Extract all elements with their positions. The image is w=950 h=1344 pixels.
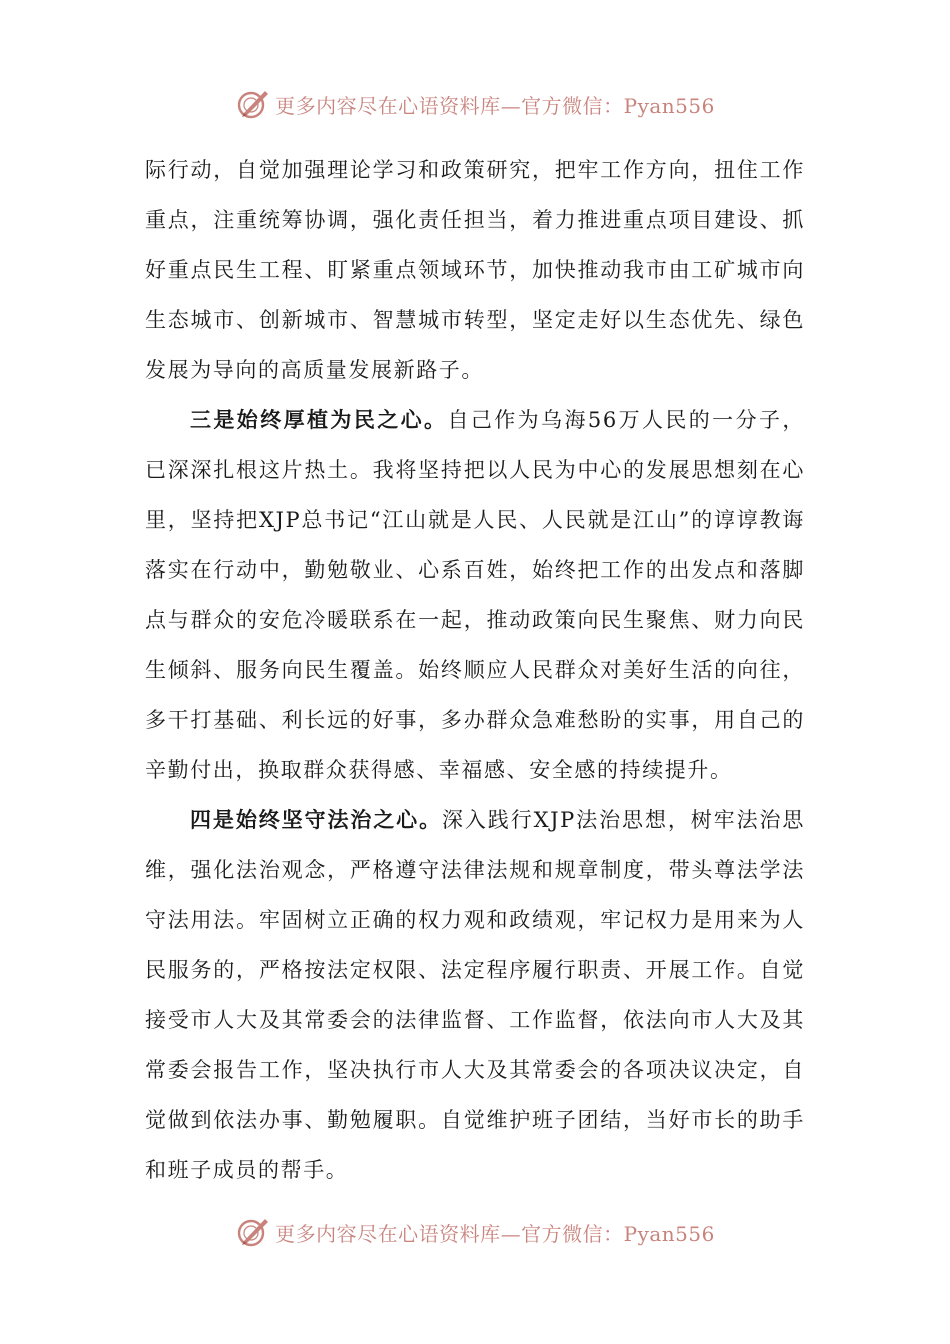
watermark-text: 更多内容尽在心语资料库—官方微信：Pyan556 xyxy=(275,1221,715,1246)
document-body xyxy=(145,145,805,1195)
paragraph-lead: 三是始终厚植为民之心。 xyxy=(190,407,448,432)
paragraph-3 xyxy=(145,795,805,1195)
pen-circle-icon xyxy=(235,1214,271,1250)
paragraph-body: 深入践行XJP法治思想，树牢法治思维，强化法治观念，严格遵守法律法规和规章制度，带头尊法学法守法用法。牢固树立正确的权力观和政绩观，牢记权力是用来为人民服务的，严格按法定权限、法定程序履行职责、开展工作。自觉接受市人大及其常委会的法律监督、工作监督，依法向市人大及其常委会报告工作，坚决执行市人大及其常委会的各项决议决定，自觉做到依法办事、勤勉履职。自觉维护班子团结，当好市长的助手和班子成员的帮手。 xyxy=(145,808,805,1182)
watermark-text: 更多内容尽在心语资料库—官方微信：Pyan556 xyxy=(275,93,715,118)
paragraph-1 xyxy=(145,145,805,395)
paragraph-body: 自己作为乌海56万人民的一分子，已深深扎根这片热土。我将坚持把以人民为中心的发展思想刻在心里，坚持把XJP总书记“江山就是人民、人民就是江山”的谆谆教诲落实在行动中，勤勉敬业、心系百姓，始终把工作的出发点和落脚点与群众的安危冷暖联系在一起，推动政策向民生聚焦、财力向民生倾斜、服务向民生覆盖。始终顺应人民群众对美好生活的向往，多干打基础、利长远的好事，多办群众急难愁盼的实事，用自己的辛勤付出，换取群众获得感、幸福感、安全感的持续提升。 xyxy=(145,408,805,782)
paragraph-lead: 四是始终坚守法治之心。 xyxy=(190,807,442,832)
pen-circle-icon xyxy=(235,86,271,122)
footer-watermark xyxy=(0,1212,950,1252)
header-watermark xyxy=(0,84,950,124)
paragraph-body: 际行动，自觉加强理论学习和政策研究，把牢工作方向，扭住工作重点，注重统筹协调，强化责任担当，着力推进重点项目建设、抓好重点民生工程、盯紧重点领域环节，加快推动我市由工矿城市向生态城市、创新城市、智慧城市转型，坚定走好以生态优先、绿色发展为导向的高质量发展新路子。 xyxy=(145,158,805,382)
paragraph-2 xyxy=(145,395,805,795)
